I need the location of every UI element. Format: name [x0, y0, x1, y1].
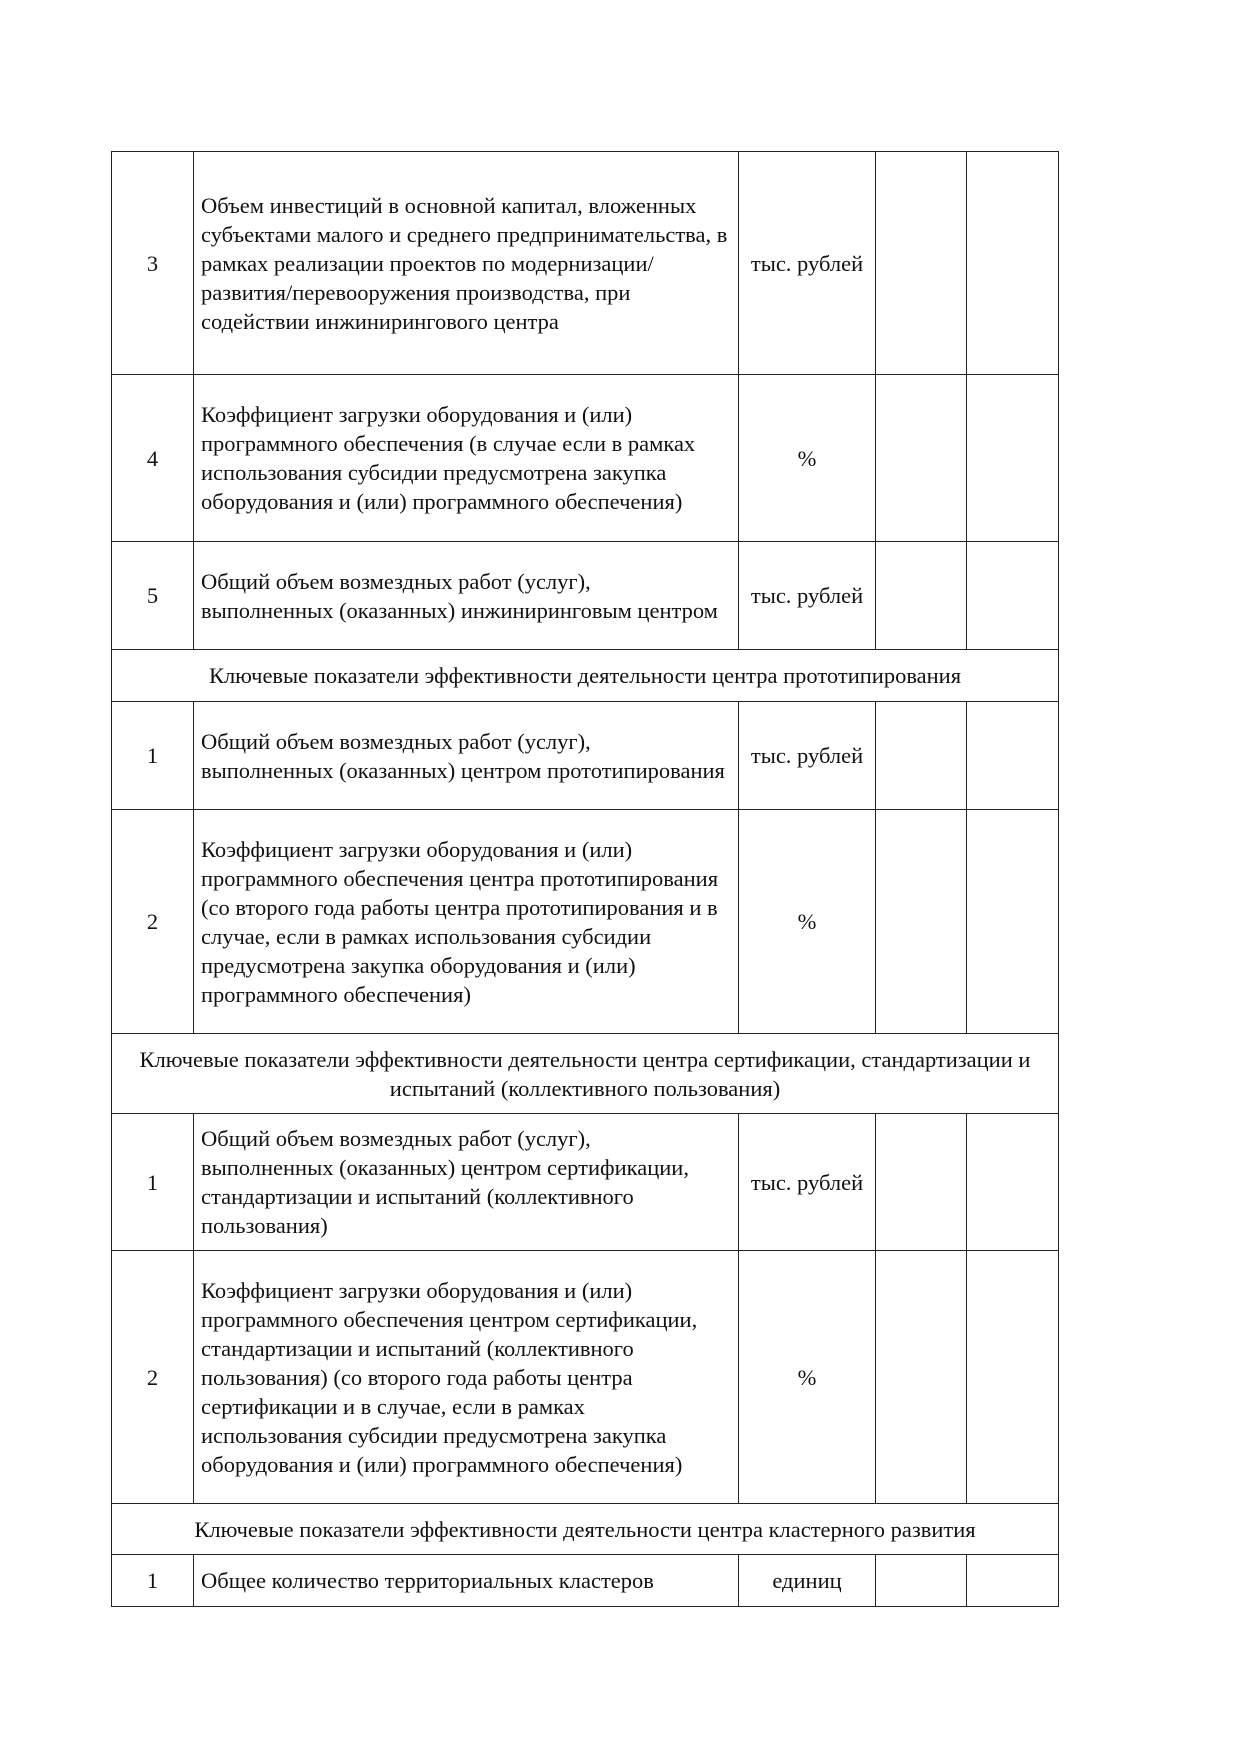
unit-cell: % — [739, 1251, 876, 1504]
section-header-row — [112, 650, 1059, 702]
row-number: 1 — [112, 702, 194, 810]
indicator-name: Общий объем возмездных работ (услуг), выполненных (оказанных) инжиниринговым центром — [194, 542, 739, 650]
table-row — [112, 375, 1059, 542]
kpi-table — [111, 151, 1059, 1607]
row-number: 2 — [112, 810, 194, 1034]
section-title: Ключевые показатели эффективности деятельности центра сертификации, стандартизации и испытаний (коллективного пользования) — [112, 1034, 1059, 1114]
indicator-name: Коэффициент загрузки оборудования и (или) программного обеспечения центра прототипирования (со второго года работы центра прототипирования и в случае, если в рамках использования субсидии предусмотрена закупка оборудования и (или) программного обеспечения) — [194, 810, 739, 1034]
indicator-name: Общий объем возмездных работ (услуг), выполненных (оказанных) центром сертификации, стандартизации и испытаний (коллективного пользования) — [194, 1114, 739, 1251]
table-row — [112, 810, 1059, 1034]
value-cell — [967, 702, 1059, 810]
value-cell — [876, 542, 967, 650]
table-row — [112, 542, 1059, 650]
table-row — [112, 1251, 1059, 1504]
unit-cell: % — [739, 810, 876, 1034]
row-number: 1 — [112, 1114, 194, 1251]
value-cell — [876, 702, 967, 810]
section-header-row — [112, 1034, 1059, 1114]
value-cell — [876, 375, 967, 542]
section-title: Ключевые показатели эффективности деятельности центра кластерного развития — [112, 1504, 1059, 1555]
section-header-row — [112, 1504, 1059, 1555]
unit-cell: тыс. рублей — [739, 152, 876, 375]
table-row — [112, 1555, 1059, 1607]
unit-cell: тыс. рублей — [739, 702, 876, 810]
row-number: 5 — [112, 542, 194, 650]
unit-cell: % — [739, 375, 876, 542]
row-number: 1 — [112, 1555, 194, 1607]
section-title: Ключевые показатели эффективности деятельности центра прототипирования — [112, 650, 1059, 702]
unit-cell: единиц — [739, 1555, 876, 1607]
indicator-name: Общий объем возмездных работ (услуг), выполненных (оказанных) центром прототипирования — [194, 702, 739, 810]
value-cell — [967, 810, 1059, 1034]
value-cell — [967, 1555, 1059, 1607]
indicator-name: Коэффициент загрузки оборудования и (или) программного обеспечения (в случае если в рамках использования субсидии предусмотрена закупка оборудования и (или) программного обеспечения) — [194, 375, 739, 542]
row-number: 3 — [112, 152, 194, 375]
row-number: 4 — [112, 375, 194, 542]
value-cell — [876, 1114, 967, 1251]
value-cell — [967, 542, 1059, 650]
value-cell — [876, 810, 967, 1034]
value-cell — [876, 1555, 967, 1607]
unit-cell: тыс. рублей — [739, 542, 876, 650]
value-cell — [876, 1251, 967, 1504]
table-row — [112, 702, 1059, 810]
table-row — [112, 152, 1059, 375]
value-cell — [967, 1251, 1059, 1504]
unit-cell: тыс. рублей — [739, 1114, 876, 1251]
table-row — [112, 1114, 1059, 1251]
value-cell — [967, 1114, 1059, 1251]
value-cell — [967, 152, 1059, 375]
indicator-name: Коэффициент загрузки оборудования и (или) программного обеспечения центром сертификации, стандартизации и испытаний (коллективного пользования) (со второго года работы центра сертификации и в случае, если в рамках использования субсидии предусмотрена закупка оборудования и (или) программного обеспечения) — [194, 1251, 739, 1504]
indicator-name: Общее количество территориальных кластеров — [194, 1555, 739, 1607]
row-number: 2 — [112, 1251, 194, 1504]
indicator-name: Объем инвестиций в основной капитал, вложенных субъектами малого и среднего предпринимательства, в рамках реализации проектов по модернизации/развития/перевооружения производства, при содействии инжинирингового центра — [194, 152, 739, 375]
value-cell — [876, 152, 967, 375]
value-cell — [967, 375, 1059, 542]
